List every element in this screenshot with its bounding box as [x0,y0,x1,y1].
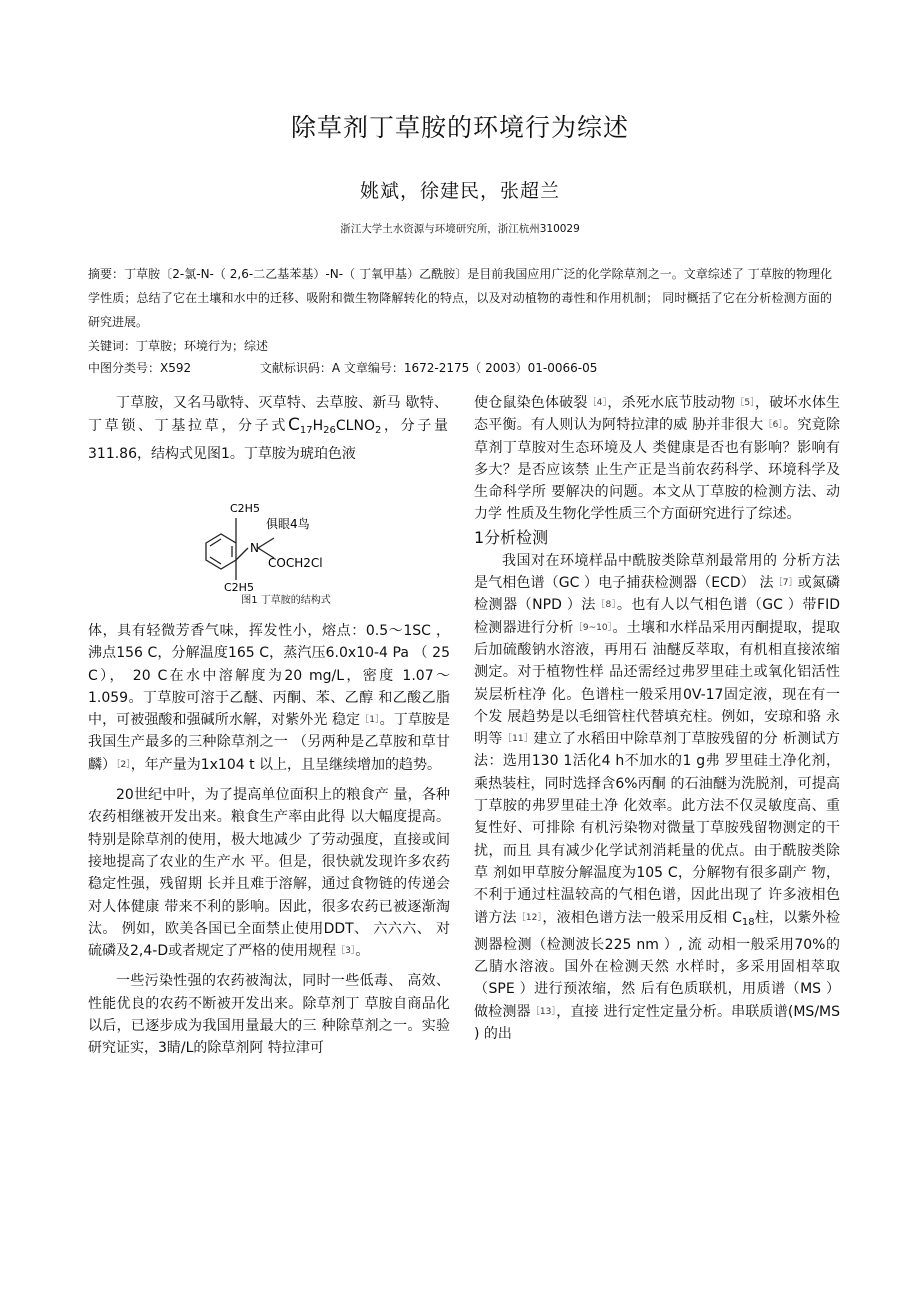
paper-title: 除草剂丁草胺的环境行为综述 [290,113,629,142]
chloroacetyl-label: COCH2Cl [268,556,323,570]
paragraph-properties: 体，具有轻微芳香气味，挥发性小，熔点：0.5〜1SC ， 沸点156 C，分解温度165 C，蒸汽压6.0x10-4 Pa （ 25 C）， 20 C在水中溶解度为20 mg/L，密度 1.07〜1.059。丁草胺可溶于乙醚、丙酮、苯、乙醇 和乙酸乙脂中，可被强酸和强碱所水解，对紫外光 稳定［1］。丁草胺是我国生产最多的三种除草剂之一 （另两种是乙草胺和草甘麟）［2］，年产量为1x104 t 以上，且呈继续增加的趋势。 [88,623,450,773]
nitrogen-label: N [250,541,259,555]
doc-code: 文献标识码：A 文章编号：1672-2175（ 2003）01-0066-05 [259,361,598,375]
side-chain-label: 俱眼4鸟 [266,517,310,531]
affiliation: 浙江大学土水资源与环境研究所，浙江杭州310029 [340,223,580,235]
ethyl-top-label: C2H5 [230,502,260,515]
section-heading: 1分析检测 [474,527,549,547]
classification: 中图分类号：X592 [88,361,192,375]
abstract [88,262,832,358]
right-column [474,392,840,1045]
left-column-bottom [88,620,450,1060]
keywords: 关键词：丁草胺；环境行为；综述 [88,339,269,353]
authors: 姚斌，徐建民，张超兰 [359,180,560,202]
meta-line [88,359,832,376]
paragraph-effects: 使仓鼠染色体破裂［4］，杀死水底节肢动物［5］，破坏水体生态平衡。有人则认为阿特拉津的威 胁并非很大［6］。究竟除草剂丁草胺对生态环境及人 类健康是否也有影响？影响有多大？是否应该禁 止生产正是当前农药科学、环境科学及生命科学所 要解决的问题。本文从丁草胺的检测方法、动力学 性质及生物化学性质三个方面研究进行了综述。 [474,395,841,523]
abstract-text: 摘要：丁草胺〔2-氯-N-（ 2,6-二乙基苯基）-N-（ 丁氧甲基）乙酰胺〕是目前我国应用广泛的化学除草剂之一。文章综述了 丁草胺的物理化学性质；总结了它在土壤和水中的迁移、吸附和微生物降解转化的特点，以及对动植物的毒性和作用机制； 同时概括了它在分析检测方面的研究进展。 [88,267,832,329]
paragraph-new-pesticides: 一些污染性强的农药被淘汰，同时一些低毒、 高效、性能优良的农药不断被开发出来。除草剂丁 草胺自商品化以后，已逐步成为我国用量最大的三 种除草剂之一。实验研究证实，3睛/L的除草剂阿 特拉津可 [88,973,450,1057]
left-column-top [88,392,448,465]
ethyl-bottom-label: C2H5 [224,581,254,594]
benzene-ring [206,518,274,580]
paragraph-history: 20世纪中叶，为了提高单位面积上的粮食产 量，各种农药相继被开发出来。粮食生产率由此得 以大幅度提高。特别是除草剂的使用，极大地减少 了劳动强度，直接或间接地提高了农业的生产水 平。但是，很快就发现许多农药稳定性强，残留期 长并且难于溶解，通过食物链的传递会对人体健康 带来不利的影响。因此，很多农药已被逐渐淘汰。 例如，欧美各国已全面禁止使用DDT、 六六六、 对 硫磷及2,4-D或者规定了严格的使用规程［3］。 [88,787,450,960]
figure-caption: 图1 丁草胺的结构式 [241,595,331,606]
paragraph-analysis: 我国对在环境样品中酰胺类除草剂最常用的 分析方法是气相色谱（GC ）电子捕获检测器（ECD） 法［7］或氮磷检测器（NPD ）法［8］。也有人以气相色谱（GC ）带FID检测器进行分析［9~10］。土壤和水样品采用丙酮提取，提取后加硫酸钠水溶液，再用石 油醚反萃取，有机相直接浓缩测定。对于植物性样 品还需经过弗罗里硅土或氧化铝活性炭层析柱净 化。色谱柱一般采用0V-17固定液，现在有一个发 展趋势是以毛细管柱代替填充柱。例如，安琼和骆 永明等［11］建立了水稻田中除草剂丁草胺残留的分 析测试方法：选用130 1活化4 h不加水的1 g弗 罗里硅土净化剂，乘热装柱，同时选择含6%丙酮 的石油醚为洗脱剂，可提高丁草胺的弗罗里硅土净 化效率。此方法不仅灵敏度高、重复性好、可排除 有机污染物对微量丁草胺残留物测定的干扰，而且 具有减少化学试剂消耗量的优点。由于酰胺类除草 剂如甲草胺分解温度为105 C，分解物有很多副产 物，不利于通过柱温较高的气相色谱，因此出现了 许多液相色谱方法［12］，液相色谱方法一般采用反相 $C_{18}$柱，以紫外检测器检测（检测波长225 nm ）, 流 动相一般采用70%的乙腈水溶液。国外在检测天然 水样时，多采用固相萃取（SPE ）进行预浓缩，然 后有色质联机，用质谱（MS ）做检测器［13］，直接 进行定性定量分析。串联质谱(MS/MS ) 的出 [474,552,841,1043]
paragraph-intro: 丁草胺，又名马歇特、灭草特、去草胺、新马 歇特、丁草锁、丁基拉草，分子式$C_{17}H_{26}CLNO_2$，分子量311.86，结构式见图1。丁草胺为琥珀色液 [88,395,449,462]
